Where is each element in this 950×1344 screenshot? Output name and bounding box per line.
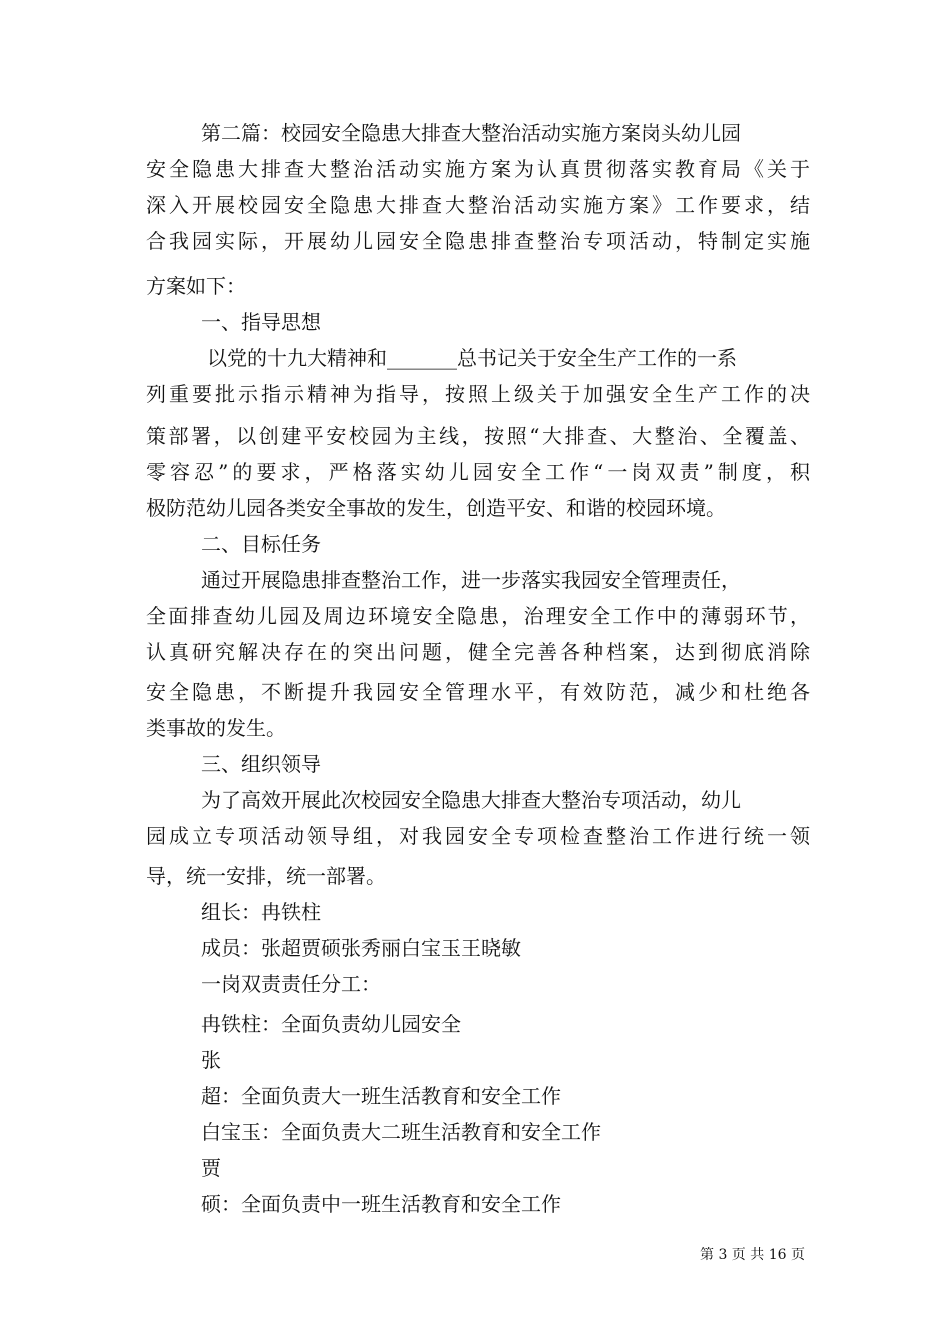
- page-number: 第 3 页 共 16 页: [700, 1247, 805, 1263]
- paragraph-line: 方案如下：: [146, 274, 246, 298]
- paragraph-line: 策部署，以创建平安校园为主线，按照“大排查、大整治、全覆盖、: [146, 424, 810, 448]
- list-item: 组长：冉铁柱: [201, 900, 321, 924]
- paragraph-line: 合我园实际，开展幼儿园安全隐患排查整治专项活动，特制定实施: [146, 229, 810, 253]
- paragraph-line: 极防范幼儿园各类安全事故的发生，创造平安、和谐的校园环境。: [146, 496, 726, 520]
- list-item: 白宝玉：全面负责大二班生活教育和安全工作: [201, 1120, 601, 1144]
- section-heading: 一、指导思想: [201, 310, 321, 334]
- paragraph-line: 为了高效开展此次校园安全隐患大排查大整治专项活动，幼儿: [201, 788, 741, 812]
- paragraph-line: 以党的十九大精神和_______总书记关于安全生产工作的一系: [207, 346, 737, 370]
- paragraph-line: 深入开展校园安全隐患大排查大整治活动实施方案》工作要求，结: [146, 193, 810, 217]
- list-item: 硕：全面负责中一班生活教育和安全工作: [201, 1192, 561, 1216]
- paragraph-line: 第二篇：校园安全隐患大排查大整治活动实施方案岗头幼儿园: [201, 121, 741, 145]
- paragraph-line: 认真研究解决存在的突出问题，健全完善各种档案，达到彻底消除: [146, 640, 810, 664]
- paragraph-line: 通过开展隐患排查整治工作，进一步落实我园安全管理责任，: [201, 568, 741, 592]
- list-item: 贾: [201, 1156, 221, 1180]
- section-heading: 三、组织领导: [201, 752, 321, 776]
- paragraph-line: 导，统一安排，统一部署。: [146, 864, 386, 888]
- section-heading: 二、目标任务: [201, 532, 321, 556]
- paragraph-line: 列重要批示指示精神为指导，按照上级关于加强安全生产工作的决: [146, 382, 810, 406]
- paragraph-line: 园成立专项活动领导组，对我园安全专项检查整治工作进行统一领: [146, 824, 810, 848]
- paragraph-line: 安全隐患大排查大整治活动实施方案为认真贯彻落实教育局《关于: [146, 157, 810, 181]
- list-item: 一岗双责责任分工：: [201, 972, 381, 996]
- list-item: 成员：张超贾硕张秀丽白宝玉王晓敏: [201, 936, 521, 960]
- list-item: 冉铁柱：全面负责幼儿园安全: [201, 1012, 461, 1036]
- paragraph-line: 类事故的发生。: [146, 716, 286, 740]
- paragraph-line: 零容忍”的要求，严格落实幼儿园安全工作“一岗双责”制度，积: [146, 460, 810, 484]
- paragraph-line: 全面排查幼儿园及周边环境安全隐患，治理安全工作中的薄弱环节，: [146, 604, 810, 628]
- paragraph-line: 安全隐患，不断提升我园安全管理水平，有效防范，减少和杜绝各: [146, 680, 810, 704]
- list-item: 张: [201, 1048, 221, 1072]
- list-item: 超：全面负责大一班生活教育和安全工作: [201, 1084, 561, 1108]
